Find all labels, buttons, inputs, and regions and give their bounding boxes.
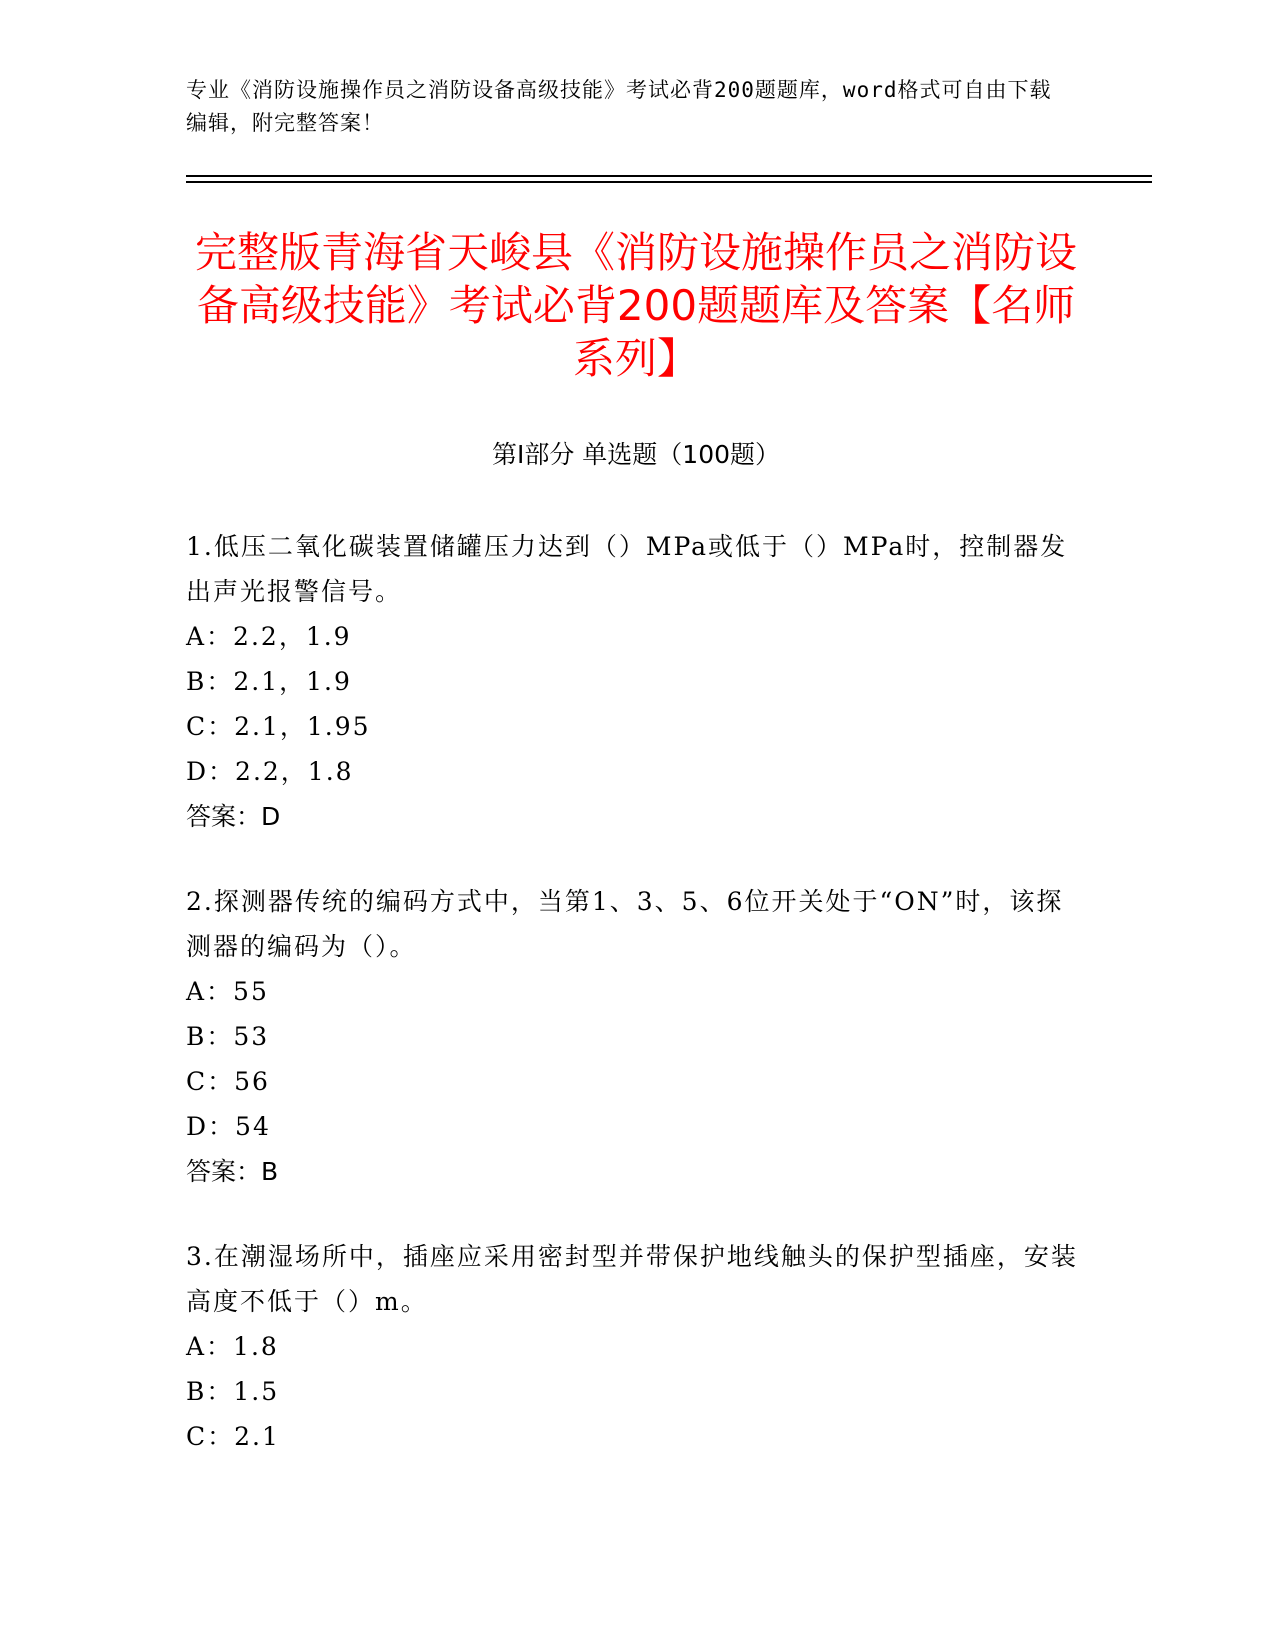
question-stem: 2.探测器传统的编码方式中，当第1、3、5、6位开关处于“ON”时，该探测器的编码为（）。 (186, 887, 1064, 961)
question-1 (186, 524, 1086, 839)
option-b: B：1.5 (186, 1377, 280, 1406)
option-a: A：1.8 (186, 1332, 279, 1361)
header-divider-bottom (186, 181, 1152, 183)
option-c: C：2.1，1.95 (186, 712, 371, 741)
option-a: A：55 (186, 977, 269, 1006)
answer: 答案：B (186, 1157, 279, 1186)
option-c: C：2.1 (186, 1422, 280, 1451)
question-list (186, 524, 1086, 1499)
header-note: 专业《消防设施操作员之消防设备高级技能》考试必背200题题库，word格式可自由下载编辑，附完整答案！ (186, 78, 1052, 135)
option-b: B：2.1，1.9 (186, 667, 352, 696)
section-heading: 第I部分 单选题（100题） (491, 440, 781, 469)
option-b: B：53 (186, 1022, 270, 1051)
option-d: D：2.2，1.8 (186, 757, 354, 786)
question-3 (186, 1234, 1086, 1459)
question-stem: 1.低压二氧化碳装置储罐压力达到（）MPa或低于（）MPa时，控制器发出声光报警信号。 (186, 532, 1068, 606)
answer: 答案：D (186, 802, 281, 831)
option-c: C：56 (186, 1067, 270, 1096)
option-d: D：54 (186, 1112, 271, 1141)
document-title: 完整版青海省天峻县《消防设施操作员之消防设备高级技能》考试必背200题题库及答案【名师系列】 (194, 228, 1077, 383)
header-divider-top (186, 175, 1152, 177)
option-a: A：2.2，1.9 (186, 622, 352, 651)
question-2 (186, 879, 1086, 1194)
question-stem: 3.在潮湿场所中，插座应采用密封型并带保护地线触头的保护型插座，安装高度不低于（）m。 (186, 1242, 1078, 1316)
